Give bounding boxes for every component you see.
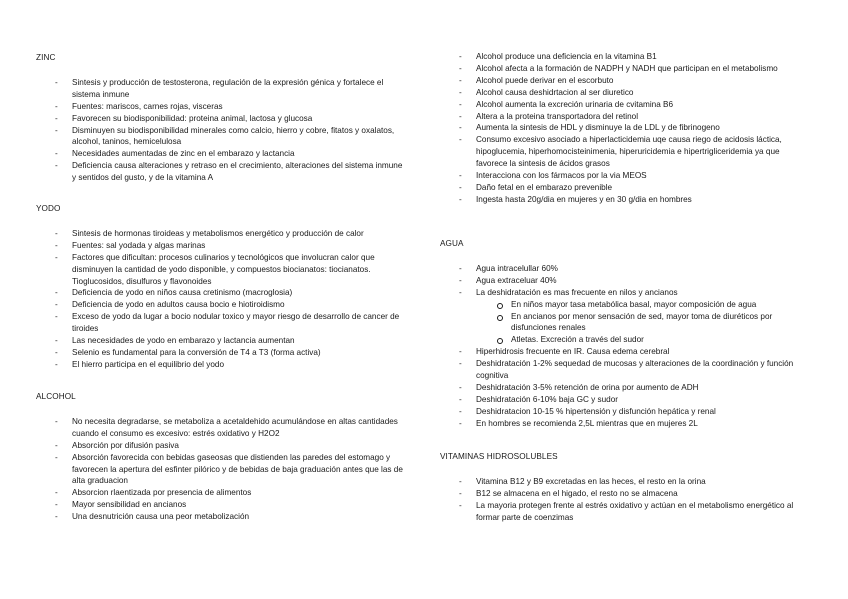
list-item: - El hierro participa en el equilibrio del yodo [36, 359, 406, 371]
list-item: - Exceso de yodo da lugar a bocio nodular toxico y mayor riesgo de desarrollo de cancer de tiroides [36, 311, 406, 335]
section-vitaminas-hidrosolubles [440, 451, 812, 524]
list-item: - No necesita degradarse, se metaboliza a acetaldehido acumulándose en altas cantidades cuando el consumo es excesivo: estrés oxidativo y H2O2 [36, 416, 406, 440]
section-alcohol-continued [440, 51, 812, 206]
list-item: - Alcohol causa deshidrtacion al ser diuretico [440, 87, 812, 99]
list-item: - Deshidratación 1-2% sequedad de mucosas y alteraciones de la coordinación y función cognitiva [440, 358, 812, 382]
list-item: - La deshidratación es mas frecuente en nilos y ancianos En niños mayor tasa metabólica basal, mayor composición de agua En ancianos por menor sensación de sed, mayor toma de diuréticos por disfunciones renales Atletas. Excreción a través del sudor [440, 287, 812, 347]
agua-list [440, 263, 812, 430]
list-item: - Selenio es fundamental para la conversión de T4 a T3 (forma activa) [36, 347, 406, 359]
list-item: - B12 se almacena en el higado, el resto no se almacena [440, 488, 812, 500]
section-title-vitaminas: VITAMINAS HIDROSOLUBLES [440, 452, 558, 461]
list-item: - Mayor sensibilidad en ancianos [36, 499, 406, 511]
zinc-list [36, 77, 406, 184]
yodo-list [36, 228, 406, 371]
list-item: - Hiperhidrosis frecuente en IR. Causa edema cerebral [440, 346, 812, 358]
list-item: - Alcohol puede derivar en el escorbuto [440, 75, 812, 87]
sub-list-item: En ancianos por menor sensación de sed, mayor toma de diuréticos por disfunciones renales [476, 311, 812, 335]
list-item: - Sintesis de hormonas tiroideas y metabolismos energético y producción de calor [36, 228, 406, 240]
section-title-alcohol: ALCOHOL [36, 392, 76, 401]
section-agua [440, 238, 812, 430]
list-item: - Interacciona con los fármacos por la via MEOS [440, 170, 812, 182]
sub-list-item: Atletas. Excreción a través del sudor [476, 334, 812, 346]
list-item: - Consumo excesivo asociado a hiperlacticidemia uqe causa riego de acidosis láctica, hipoglucemia, hiperhomocisteinimenia, hiperuricidemia e hipertrigliceridemia ya que favorece la sintesis de ácidos grasos [440, 134, 812, 170]
list-item: - Agua intracelullar 60% [440, 263, 812, 275]
list-item: - Sintesis y producción de testosterona, regulación de la expresión génica y fortalece el sistema inmune [36, 77, 406, 101]
agua-sublist [476, 299, 812, 347]
list-item: - Agua extraceluar 40% [440, 275, 812, 287]
list-item: - Deficiencia causa alteraciones y retraso en el crecimiento, alteraciones del sistema inmune y sentidos del gusto, y de la vitamina A [36, 160, 406, 184]
list-item: - Daño fetal en el embarazo prevenible [440, 182, 812, 194]
list-item: - Disminuyen su biodisponibilidad minerales como calcio, hierro y cobre, fitatos y oxalatos, alcohol, taninos, hemicelulosa [36, 125, 406, 149]
list-item: - Necesidades aumentadas de zinc en el embarazo y lactancia [36, 148, 406, 160]
list-item: - Alcohol produce una deficiencia en la vitamina B1 [440, 51, 812, 63]
list-item: - Deficiencia de yodo en niños causa cretinismo (macroglosia) [36, 287, 406, 299]
section-zinc [36, 52, 406, 184]
list-item: - Alcohol afecta a la formación de NADPH y NADH que participan en el metabolismo [440, 63, 812, 75]
section-title-agua: AGUA [440, 239, 464, 248]
alcohol-continued-list [440, 51, 812, 206]
list-item: - Alcohol aumenta la excreción urinaria de cvitamina B6 [440, 99, 812, 111]
sub-list-item: En niños mayor tasa metabólica basal, mayor composición de agua [476, 299, 812, 311]
section-title-zinc: ZINC [36, 53, 56, 62]
list-item: - Una desnutrición causa una peor metabolización [36, 511, 406, 523]
list-item: - Deficiencia de yodo en adultos causa bocio e hiotiroidismo [36, 299, 406, 311]
list-item: - Fuentes: sal yodada y algas marinas [36, 240, 406, 252]
list-item: - Deshidratación 3-5% retención de orina por aumento de ADH [440, 382, 812, 394]
list-item: - Altera a la proteina transportadora del retinol [440, 111, 812, 123]
alcohol-list [36, 416, 406, 523]
list-item: - Absorción favorecida con bebidas gaseosas que distienden las paredes del estomago y favorecen la apertura del esfinter pilórico y de bebidas de baja graduación antes que las de alta graduacion [36, 452, 406, 488]
list-item: - La mayoria protegen frente al estrés oxidativo y actúan en el metabolismo energético al formar parte de coenzimas [440, 500, 812, 524]
list-item: - En hombres se recomienda 2,5L mientras que en mujeres 2L [440, 418, 812, 430]
list-item: - Factores que dificultan: procesos culinarios y tecnológicos que involucran calor que disminuyen la cantidad de yodo disponible, y compuestos biocianatos: tiocianatos. Tioglucosidos, disulfuros y flavonoides [36, 252, 406, 288]
list-item: - Absorcion rlaentizada por presencia de alimentos [36, 487, 406, 499]
section-yodo [36, 203, 406, 371]
list-item: - Aumenta la sintesis de HDL y disminuye la de LDL y de fibrinogeno [440, 122, 812, 134]
list-item: - Vitamina B12 y B9 excretadas en las heces, el resto en la orina [440, 476, 812, 488]
list-item: - Deshidratación 6-10% baja GC y sudor [440, 394, 812, 406]
list-item: - Ingesta hasta 20g/dia en mujeres y en 30 g/dia en hombres [440, 194, 812, 206]
section-title-yodo: YODO [36, 204, 61, 213]
vitaminas-list [440, 476, 812, 524]
list-item: - Fuentes: mariscos, carnes rojas, visceras [36, 101, 406, 113]
list-item: - Absorción por difusión pasiva [36, 440, 406, 452]
section-alcohol [36, 391, 406, 523]
list-item: - Favorecen su biodisponibilidad: proteina animal, lactosa y glucosa [36, 113, 406, 125]
list-item: - Las necesidades de yodo en embarazo y lactancia aumentan [36, 335, 406, 347]
list-item: - Deshidratacion 10-15 % hipertensión y disfunción hepática y renal [440, 406, 812, 418]
